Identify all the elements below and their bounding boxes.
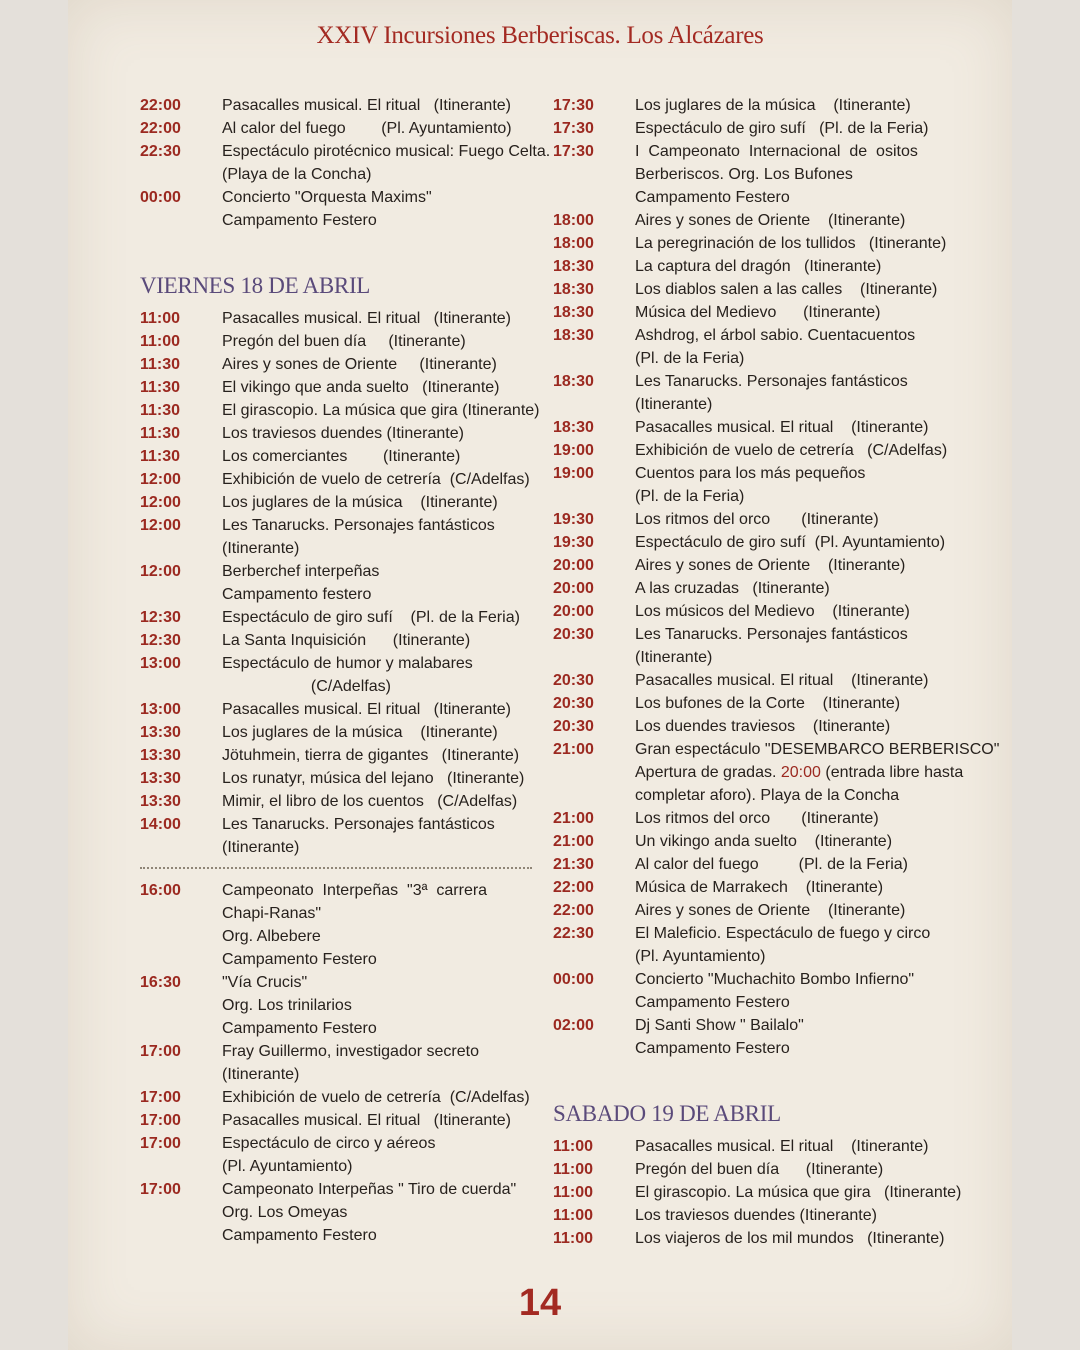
schedule-row bbox=[553, 462, 945, 485]
event-time: 11:00 bbox=[140, 310, 181, 327]
event-time bbox=[553, 347, 635, 370]
event-description: Berberiscos. Org. Los Bufones bbox=[635, 166, 853, 183]
event-description: Espectáculo de giro sufí (Pl. de la Feria) bbox=[635, 120, 929, 137]
schedule-row bbox=[140, 422, 532, 445]
event-description: Campamento Festero bbox=[635, 1040, 790, 1057]
event-time: 12:00 bbox=[140, 563, 181, 580]
event-description: Los bufones de la Corte (Itinerante) bbox=[635, 695, 901, 712]
event-time: 20:30 bbox=[553, 672, 594, 689]
event-time: 20:30 bbox=[553, 718, 594, 735]
event-time: 11:30 bbox=[140, 425, 181, 442]
event-description: Los juglares de la música (Itinerante) bbox=[635, 97, 911, 114]
event-time: 00:00 bbox=[553, 971, 594, 988]
event-time: 20:30 bbox=[553, 695, 594, 712]
schedule-row bbox=[553, 117, 945, 140]
schedule-row bbox=[140, 1017, 532, 1040]
event-time: 13:00 bbox=[140, 701, 181, 718]
event-time: 22:00 bbox=[140, 97, 181, 114]
event-time: 18:30 bbox=[553, 304, 594, 321]
right-column bbox=[553, 94, 1000, 1250]
schedule-row bbox=[140, 971, 532, 994]
schedule-row bbox=[140, 1040, 532, 1063]
event-time bbox=[553, 163, 635, 186]
event-time bbox=[140, 1063, 222, 1086]
event-time bbox=[140, 163, 222, 186]
event-time bbox=[140, 1224, 222, 1247]
event-time: 12:00 bbox=[140, 517, 181, 534]
event-description: El girascopio. La música que gira (Itinerante) bbox=[635, 1184, 962, 1201]
event-description bbox=[635, 761, 963, 784]
schedule-row bbox=[553, 347, 945, 370]
schedule-row bbox=[140, 1063, 532, 1086]
event-time: 12:30 bbox=[140, 632, 181, 649]
schedule-row bbox=[553, 485, 945, 508]
schedule-row bbox=[140, 902, 532, 925]
schedule-row bbox=[140, 514, 532, 537]
event-time: 22:30 bbox=[140, 143, 181, 160]
event-time: 17:00 bbox=[140, 1089, 181, 1106]
event-description: Pasacalles musical. El ritual (Itinerante) bbox=[222, 701, 511, 718]
schedule-row bbox=[140, 1109, 532, 1132]
event-description: Concierto "Muchachito Bombo Infierno" bbox=[635, 971, 915, 988]
event-time: 16:00 bbox=[140, 882, 181, 899]
schedule-row bbox=[140, 721, 532, 744]
event-time bbox=[140, 836, 222, 859]
schedule-row bbox=[140, 445, 532, 468]
right-schedule-list bbox=[553, 94, 1000, 1060]
event-description: Pasacalles musical. El ritual (Itinerante) bbox=[222, 1112, 511, 1129]
schedule-row bbox=[140, 1178, 532, 1201]
schedule-row bbox=[553, 163, 945, 186]
event-time bbox=[553, 761, 635, 784]
schedule-row bbox=[140, 468, 532, 491]
schedule-row bbox=[553, 991, 945, 1014]
event-time: 11:30 bbox=[140, 448, 181, 465]
event-description: (Pl. de la Feria) bbox=[635, 488, 745, 505]
schedule-row bbox=[140, 744, 532, 767]
event-description: Al calor del fuego (Pl. de la Feria) bbox=[635, 856, 909, 873]
event-description: (Itinerante) bbox=[222, 1066, 300, 1083]
event-time: 11:00 bbox=[553, 1207, 594, 1224]
event-time: 21:00 bbox=[553, 810, 594, 827]
event-description: Org. Albebere bbox=[222, 928, 321, 945]
event-time: 13:30 bbox=[140, 770, 181, 787]
event-time: 12:00 bbox=[140, 494, 181, 511]
event-time bbox=[553, 485, 635, 508]
event-time bbox=[553, 186, 635, 209]
event-time: 13:30 bbox=[140, 724, 181, 741]
event-description: Un vikingo anda suelto (Itinerante) bbox=[635, 833, 893, 850]
event-time: 11:30 bbox=[140, 402, 181, 419]
event-description: A las cruzadas (Itinerante) bbox=[635, 580, 830, 597]
viernes-afternoon-list bbox=[140, 879, 532, 1247]
event-description: Cuentos para los más pequeños bbox=[635, 465, 866, 482]
schedule-row bbox=[553, 324, 945, 347]
schedule-row bbox=[553, 232, 945, 255]
schedule-row bbox=[140, 1132, 532, 1155]
schedule-row bbox=[553, 1227, 945, 1250]
event-description: Les Tanarucks. Personajes fantásticos bbox=[635, 373, 908, 390]
event-description-tail: (entrada libre hasta bbox=[820, 764, 964, 781]
schedule-row bbox=[140, 813, 532, 836]
event-time bbox=[553, 945, 635, 968]
event-description: La Santa Inquisición (Itinerante) bbox=[222, 632, 471, 649]
event-time bbox=[553, 991, 635, 1014]
event-description: Les Tanarucks. Personajes fantásticos bbox=[222, 517, 495, 534]
event-description: Aires y sones de Oriente (Itinerante) bbox=[635, 557, 906, 574]
event-time: 22:00 bbox=[140, 120, 181, 137]
event-description: Jötuhmein, tierra de gigantes (Itinerante) bbox=[222, 747, 520, 764]
event-description: Aires y sones de Oriente (Itinerante) bbox=[635, 902, 906, 919]
event-description: Mimir, el libro de los cuentos (C/Adelfas) bbox=[222, 793, 518, 810]
event-description: Pasacalles musical. El ritual (Itinerante) bbox=[635, 1138, 929, 1155]
schedule-row bbox=[140, 560, 532, 583]
event-time: 18:30 bbox=[553, 373, 594, 390]
event-time: 17:00 bbox=[140, 1112, 181, 1129]
event-description: El vikingo que anda suelto (Itinerante) bbox=[222, 379, 500, 396]
schedule-row bbox=[553, 186, 945, 209]
event-description: La captura del dragón (Itinerante) bbox=[635, 258, 882, 275]
event-description: (Itinerante) bbox=[222, 839, 300, 856]
event-description: Aires y sones de Oriente (Itinerante) bbox=[222, 356, 497, 373]
event-description: Fray Guillermo, investigador secreto bbox=[222, 1043, 479, 1060]
event-time: 20:00 bbox=[553, 603, 594, 620]
event-time: 11:00 bbox=[140, 333, 181, 350]
schedule-row bbox=[140, 836, 532, 859]
schedule-row bbox=[140, 491, 532, 514]
event-time: 11:00 bbox=[553, 1230, 594, 1247]
event-time bbox=[140, 1201, 222, 1224]
schedule-row bbox=[553, 577, 945, 600]
event-description: Campamento Festero bbox=[222, 212, 377, 229]
event-description: Los juglares de la música (Itinerante) bbox=[222, 494, 498, 511]
event-description: (Pl. Ayuntamiento) bbox=[635, 948, 766, 965]
dotted-divider bbox=[140, 867, 532, 869]
event-time: 02:00 bbox=[553, 1017, 594, 1034]
schedule-row bbox=[553, 646, 945, 669]
schedule-row bbox=[553, 531, 945, 554]
schedule-row bbox=[553, 416, 945, 439]
viernes-heading: VIERNES 18 DE ABRIL bbox=[140, 273, 371, 298]
schedule-row bbox=[553, 968, 945, 991]
schedule-row bbox=[140, 186, 532, 209]
event-description: Música de Marrakech (Itinerante) bbox=[635, 879, 884, 896]
event-time: 22:00 bbox=[553, 879, 594, 896]
event-description: Pregón del buen día (Itinerante) bbox=[635, 1161, 884, 1178]
event-time bbox=[140, 675, 222, 698]
schedule-row bbox=[553, 209, 945, 232]
event-description: Los ritmos del orco (Itinerante) bbox=[635, 810, 879, 827]
event-description: Les Tanarucks. Personajes fantásticos bbox=[635, 626, 908, 643]
event-time: 14:00 bbox=[140, 816, 181, 833]
schedule-row bbox=[140, 399, 540, 422]
schedule-row bbox=[140, 994, 532, 1017]
event-description: Pasacalles musical. El ritual (Itinerante) bbox=[222, 97, 511, 114]
event-time: 11:30 bbox=[140, 379, 181, 396]
event-description: Espectáculo de humor y malabares bbox=[222, 655, 473, 672]
event-time: 18:30 bbox=[553, 258, 594, 275]
event-description: Org. Los trinilarios bbox=[222, 997, 352, 1014]
event-description: (Pl. Ayuntamiento) bbox=[222, 1158, 353, 1175]
schedule-row bbox=[553, 370, 945, 393]
schedule-row bbox=[140, 629, 532, 652]
event-description: Los runatyr, música del lejano (Itinerante) bbox=[222, 770, 525, 787]
viernes-morning-list bbox=[140, 307, 540, 859]
event-time: 11:30 bbox=[140, 356, 181, 373]
schedule-row bbox=[553, 761, 964, 784]
event-time: 20:30 bbox=[553, 626, 594, 643]
event-time bbox=[140, 925, 222, 948]
event-time bbox=[140, 209, 222, 232]
event-time: 18:30 bbox=[553, 327, 594, 344]
event-time bbox=[140, 1155, 222, 1178]
event-description: Los diablos salen a las calles (Itinerante) bbox=[635, 281, 938, 298]
event-time bbox=[140, 948, 222, 971]
event-description: Música del Medievo (Itinerante) bbox=[635, 304, 881, 321]
event-time bbox=[140, 994, 222, 1017]
schedule-row bbox=[553, 623, 945, 646]
event-time: 17:00 bbox=[140, 1043, 181, 1060]
schedule-row bbox=[140, 790, 532, 813]
event-time bbox=[553, 1037, 635, 1060]
event-time: 18:00 bbox=[553, 212, 594, 229]
schedule-row bbox=[553, 830, 945, 853]
event-description: Pasacalles musical. El ritual (Itinerante) bbox=[635, 419, 929, 436]
event-description: Campeonato Interpeñas " Tiro de cuerda" bbox=[222, 1181, 517, 1198]
event-description: Concierto "Orquesta Maxims" bbox=[222, 189, 432, 206]
event-description: Los músicos del Medievo (Itinerante) bbox=[635, 603, 910, 620]
event-description: Chapi-Ranas" bbox=[222, 905, 322, 922]
event-description: (Itinerante) bbox=[222, 540, 300, 557]
event-time: 12:00 bbox=[140, 471, 181, 488]
schedule-row bbox=[140, 606, 532, 629]
schedule-row bbox=[140, 353, 532, 376]
schedule-row bbox=[553, 715, 945, 738]
event-description: completar aforo). Playa de la Concha bbox=[635, 787, 900, 804]
event-time bbox=[140, 1017, 222, 1040]
event-description: Los duendes traviesos (Itinerante) bbox=[635, 718, 891, 735]
schedule-row bbox=[553, 1204, 945, 1227]
schedule-row bbox=[553, 278, 945, 301]
schedule-row bbox=[140, 1224, 532, 1247]
event-time: 13:00 bbox=[140, 655, 181, 672]
schedule-row bbox=[553, 439, 948, 462]
schedule-row bbox=[553, 876, 945, 899]
schedule-row bbox=[140, 376, 532, 399]
schedule-row bbox=[140, 209, 532, 232]
event-description: (Pl. de la Feria) bbox=[635, 350, 745, 367]
event-description: Al calor del fuego (Pl. Ayuntamiento) bbox=[222, 120, 512, 137]
event-time bbox=[553, 784, 635, 807]
event-time: 19:30 bbox=[553, 511, 594, 528]
schedule-row bbox=[553, 1037, 945, 1060]
event-description: Campeonato Interpeñas "3ª carrera bbox=[222, 882, 488, 899]
event-time: 19:00 bbox=[553, 465, 594, 482]
event-description: Les Tanarucks. Personajes fantásticos bbox=[222, 816, 495, 833]
schedule-row bbox=[140, 879, 532, 902]
event-description: Aires y sones de Oriente (Itinerante) bbox=[635, 212, 906, 229]
schedule-row bbox=[553, 922, 945, 945]
schedule-row bbox=[553, 784, 945, 807]
event-time: 11:00 bbox=[553, 1161, 594, 1178]
schedule-row bbox=[553, 600, 945, 623]
page-title: XXIV Incursiones Berberiscas. Los Alcázares bbox=[316, 22, 764, 49]
event-description: Espectáculo pirotécnico musical: Fuego Celta. bbox=[222, 143, 551, 160]
schedule-row bbox=[140, 948, 532, 971]
schedule-row bbox=[140, 675, 532, 698]
event-time: 13:30 bbox=[140, 793, 181, 810]
event-description: El Maleficio. Espectáculo de fuego y circo bbox=[635, 925, 931, 942]
schedule-row bbox=[140, 583, 532, 606]
schedule-row bbox=[553, 255, 945, 278]
schedule-row bbox=[553, 807, 945, 830]
event-time: 21:30 bbox=[553, 856, 594, 873]
left-column bbox=[140, 94, 551, 1247]
event-time: 18:30 bbox=[553, 419, 594, 436]
schedule-row bbox=[140, 537, 532, 560]
event-description: Los traviesos duendes (Itinerante) bbox=[635, 1207, 877, 1224]
schedule-row bbox=[140, 1201, 532, 1224]
event-time: 13:30 bbox=[140, 747, 181, 764]
event-description: Campamento Festero bbox=[635, 994, 790, 1011]
schedule-row bbox=[553, 1158, 945, 1181]
schedule-row bbox=[553, 738, 1000, 761]
schedule-row bbox=[553, 1181, 962, 1204]
event-time: 00:00 bbox=[140, 189, 181, 206]
event-description: Espectáculo de giro sufí (Pl. de la Feria) bbox=[222, 609, 520, 626]
event-description: El girascopio. La música que gira (Itinerante) bbox=[222, 402, 540, 419]
event-time: 17:30 bbox=[553, 120, 594, 137]
schedule-row bbox=[140, 1086, 532, 1109]
event-description: Gran espectáculo "DESEMBARCO BERBERISCO" bbox=[635, 741, 1000, 758]
event-time: 19:30 bbox=[553, 534, 594, 551]
event-time: 11:00 bbox=[553, 1138, 594, 1155]
event-time bbox=[553, 393, 635, 416]
event-description: (C/Adelfas) bbox=[222, 678, 391, 695]
event-time: 18:00 bbox=[553, 235, 594, 252]
event-description: Campamento Festero bbox=[635, 189, 790, 206]
sabado-heading: SABADO 19 DE ABRIL bbox=[553, 1101, 781, 1126]
event-time: 16:30 bbox=[140, 974, 181, 991]
sabado-list bbox=[553, 1135, 962, 1250]
event-time: 17:30 bbox=[553, 143, 594, 160]
schedule-row bbox=[140, 1155, 532, 1178]
schedule-row bbox=[140, 767, 532, 790]
event-description: (Playa de la Concha) bbox=[222, 166, 372, 183]
event-description: (Itinerante) bbox=[635, 396, 713, 413]
event-time: 22:00 bbox=[553, 902, 594, 919]
event-time: 21:00 bbox=[553, 741, 594, 758]
event-time: 20:00 bbox=[553, 557, 594, 574]
event-description: Campamento Festero bbox=[222, 1227, 377, 1244]
event-description: Espectáculo de giro sufí (Pl. Ayuntamiento) bbox=[635, 534, 946, 551]
event-description: Los comerciantes (Itinerante) bbox=[222, 448, 461, 465]
event-description: Ashdrog, el árbol sabio. Cuentacuentos bbox=[635, 327, 916, 344]
event-description: Campamento festero bbox=[222, 586, 372, 603]
schedule-row bbox=[553, 508, 945, 531]
schedule-row bbox=[140, 307, 532, 330]
event-description: La peregrinación de los tullidos (Itinerante) bbox=[635, 235, 947, 252]
event-description-text: Apertura de gradas. bbox=[635, 764, 777, 781]
event-description: Los traviesos duendes (Itinerante) bbox=[222, 425, 464, 442]
left-top-list bbox=[140, 94, 551, 232]
schedule-row bbox=[553, 853, 945, 876]
event-time: 17:00 bbox=[140, 1135, 181, 1152]
event-time: 12:30 bbox=[140, 609, 181, 626]
event-time bbox=[140, 583, 222, 606]
highlight-time: 20:00 bbox=[780, 764, 821, 781]
schedule-row bbox=[553, 554, 945, 577]
schedule-row bbox=[553, 94, 945, 117]
event-time bbox=[140, 537, 222, 560]
event-description: Exhibición de vuelo de cetrería (C/Adelfas) bbox=[222, 1089, 530, 1106]
event-description: Campamento Festero bbox=[222, 951, 377, 968]
event-description: Los viajeros de los mil mundos (Itinerante) bbox=[635, 1230, 945, 1247]
event-time: 22:30 bbox=[553, 925, 594, 942]
schedule-row bbox=[553, 1135, 945, 1158]
event-description: Los juglares de la música (Itinerante) bbox=[222, 724, 498, 741]
event-description: (Itinerante) bbox=[635, 649, 713, 666]
event-description: Berberchef interpeñas bbox=[222, 563, 380, 580]
event-time: 11:00 bbox=[553, 1184, 594, 1201]
schedule-row bbox=[553, 140, 945, 163]
schedule-row bbox=[140, 925, 532, 948]
schedule-row bbox=[553, 899, 945, 922]
event-time bbox=[140, 902, 222, 925]
event-description: I Campeonato Internacional de ositos bbox=[635, 143, 918, 160]
event-time: 18:30 bbox=[553, 281, 594, 298]
event-time: 17:30 bbox=[553, 97, 594, 114]
event-time: 19:00 bbox=[553, 442, 594, 459]
schedule-row bbox=[140, 94, 532, 117]
event-description: "Vía Crucis" bbox=[222, 974, 308, 991]
schedule-row bbox=[140, 117, 532, 140]
schedule-row bbox=[553, 1014, 945, 1037]
schedule-row bbox=[553, 692, 945, 715]
schedule-row bbox=[553, 669, 945, 692]
event-description: Pasacalles musical. El ritual (Itinerante) bbox=[222, 310, 511, 327]
event-description: Espectáculo de circo y aéreos bbox=[222, 1135, 436, 1152]
schedule-row bbox=[140, 140, 551, 163]
event-description: Pregón del buen día (Itinerante) bbox=[222, 333, 466, 350]
event-time: 17:00 bbox=[140, 1181, 181, 1198]
schedule-row bbox=[553, 301, 945, 324]
schedule-row bbox=[140, 652, 532, 675]
schedule-row bbox=[553, 393, 945, 416]
event-description: Los ritmos del orco (Itinerante) bbox=[635, 511, 879, 528]
event-description: Pasacalles musical. El ritual (Itinerante) bbox=[635, 672, 929, 689]
event-time bbox=[553, 646, 635, 669]
event-time: 21:00 bbox=[553, 833, 594, 850]
event-description: Exhibición de vuelo de cetrería (C/Adelfas) bbox=[222, 471, 530, 488]
page-number: 14 bbox=[518, 1282, 562, 1324]
schedule-row bbox=[140, 698, 532, 721]
event-description: Org. Los Omeyas bbox=[222, 1204, 348, 1221]
event-time: 20:00 bbox=[553, 580, 594, 597]
event-description: Dj Santi Show " Bailalo" bbox=[635, 1017, 804, 1034]
schedule-row bbox=[553, 945, 945, 968]
schedule-row bbox=[140, 330, 532, 353]
event-description: Campamento Festero bbox=[222, 1020, 377, 1037]
event-description: Exhibición de vuelo de cetrería (C/Adelfas) bbox=[635, 442, 948, 459]
schedule-row bbox=[140, 163, 532, 186]
